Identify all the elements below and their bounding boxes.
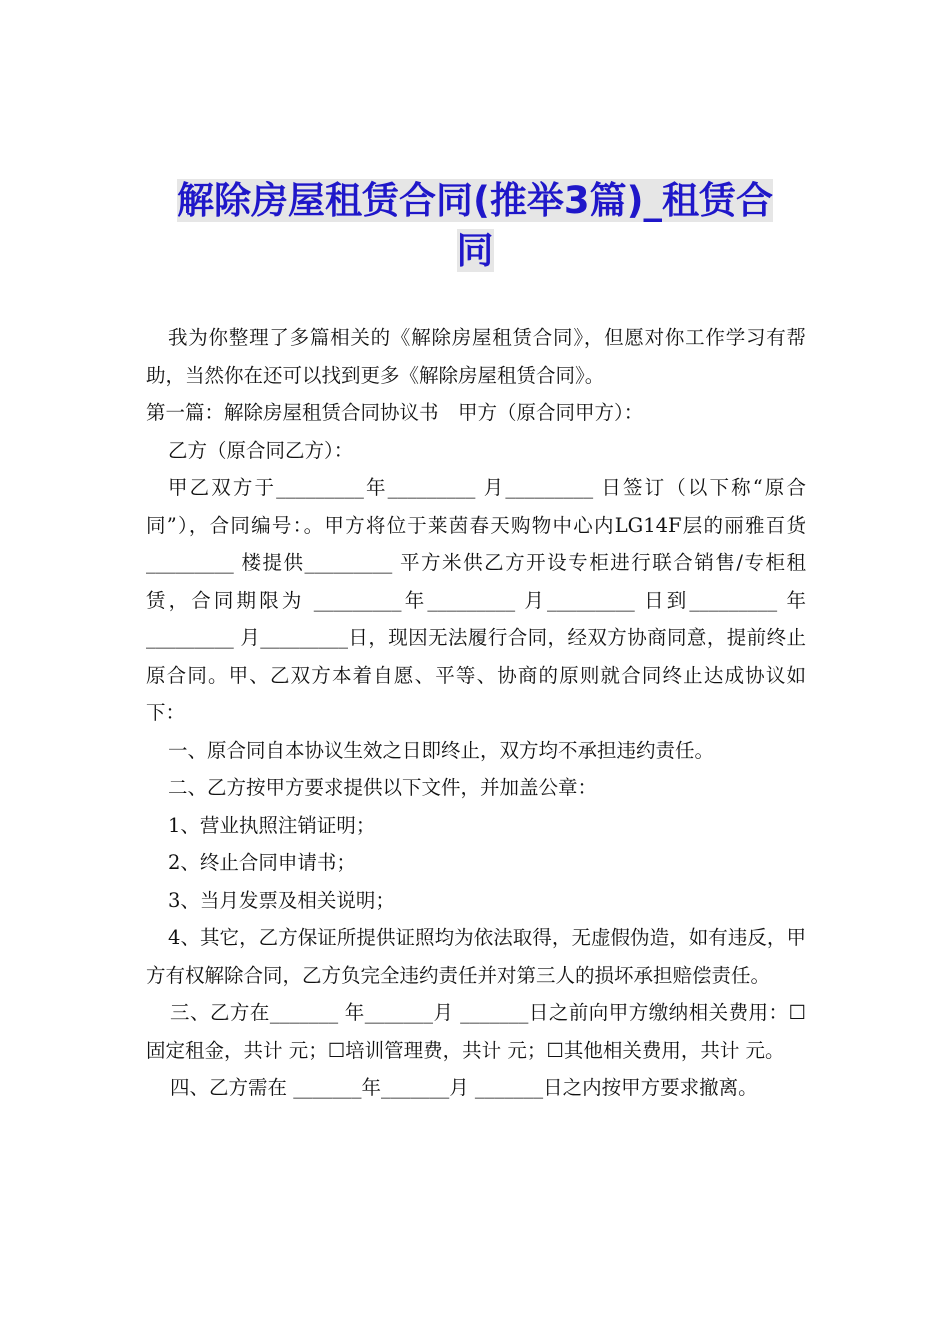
paragraph-intro: 我为你整理了多篇相关的《解除房屋租赁合同》，但愿对你工作学习有帮助，当然你在还可以找到更多《解除房屋租赁合同》。 xyxy=(146,326,806,387)
document-title xyxy=(140,176,810,276)
paragraph-item-2: 2、终止合同申请书； xyxy=(168,851,356,874)
paragraph-item-3: 3、当月发票及相关说明； xyxy=(168,888,395,912)
paragraph-section-heading: 第一篇：解除房屋租赁合同协议书 甲方（原合同甲方）： xyxy=(146,401,644,424)
paragraph-clause-1: 一、原合同自本协议生效之日即终止，双方均不承担违约责任。 xyxy=(168,738,715,762)
document-body xyxy=(146,319,806,1107)
title-line-1: 解除房屋租赁合同(推举3篇)_租赁合 xyxy=(176,179,774,222)
paragraph-clause-4: 四、乙方需在 _______年_______月 _______日之内按甲方要求撤离。 xyxy=(170,1076,758,1099)
paragraph-party-b: 乙方（原合同乙方）： xyxy=(168,438,354,462)
paragraph-item-1: 1、营业执照注销证明； xyxy=(168,813,376,837)
paragraph-clause-2: 二、乙方按甲方要求提供以下文件，并加盖公章： xyxy=(168,776,598,799)
paragraph-contract-details: 甲乙双方于_________年_________ 月_________ 日签订（以下称“原合同”），合同编号：。甲方将位于莱茵春天购物中心内LG14F层的丽雅百货_________ 楼提供_________ 平方米供乙方开设专柜进行联合销售/专柜租赁，合同期限为 _________年_________ 月_________ 日到_________ 年_________ 月_________日，现因无法履行合同，经双方协商同意，提前终止原合同。甲、乙双方本着自愿、平等、协商的原则就合同终止达成协议如下： xyxy=(146,476,806,724)
title-line-2: 同 xyxy=(456,229,494,272)
paragraph-clause-3: 三、乙方在_______ 年_______月 _______日之前向甲方缴纳相关费用：☐固定租金，共计 元；☐培训管理费，共计 元；☐其他相关费用，共计 元。 xyxy=(146,1001,806,1062)
paragraph-item-4: 4、其它，乙方保证所提供证照均为依法取得，无虚假伪造，如有违反，甲方有权解除合同，乙方负完全违约责任并对第三人的损坏承担赔偿责任。 xyxy=(146,926,806,987)
